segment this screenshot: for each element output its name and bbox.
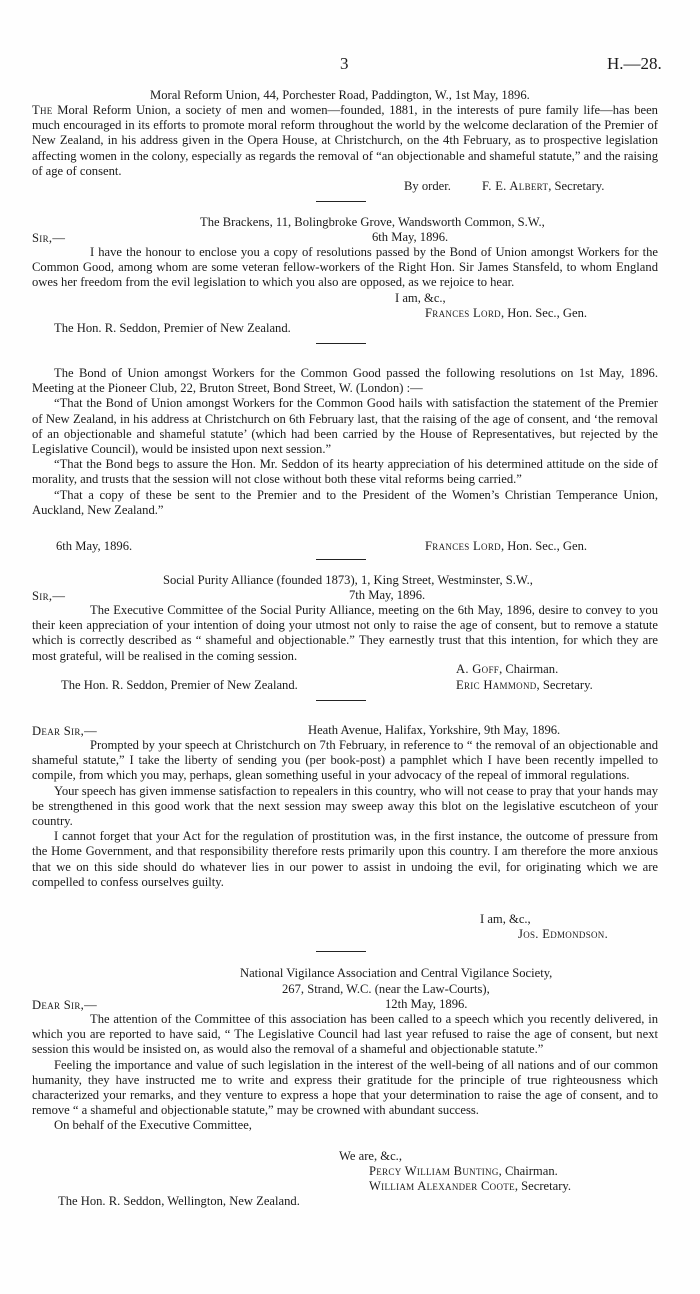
moral-reform-lead-word: The [32, 103, 53, 117]
purity-body [32, 603, 658, 664]
section-divider [316, 559, 366, 560]
vigilance-sig1-name: Percy William Bunting [369, 1164, 499, 1178]
purity-addressee: The Hon. R. Seddon, Premier of New Zealand. [61, 678, 298, 692]
vigilance-address-2: 267, Strand, W.C. (near the Law-Courts), [282, 982, 490, 996]
brackens-signature: Frances Lord [425, 306, 501, 320]
purity-body-text: The Executive Committee of the Social Purity Alliance, meeting on the 6th May, 1896, desire to convey to you their keen appreciation of your intention of doing your utmost not only to raise the age of consent, but to remove a statute which is correctly described as “ shameful and objectionable.” They earnestly trust that this intention, for which they are most grateful, will be realised in the coming session. [32, 603, 658, 663]
halifax-paragraph-2: Your speech has given immense satisfaction to repealers in this country, who will not cease to pray that your hands may be strengthened in this good work that the next session may sweep away this blot on the legislative escutcheon of your country. [32, 783, 658, 829]
halifax-signature-text: Jos. Edmondson. [518, 927, 609, 941]
vigilance-addressee: The Hon. R. Seddon, Wellington, New Zealand. [58, 1194, 300, 1208]
purity-sig1-line [456, 662, 558, 677]
halifax-paragraph-3: I cannot forget that your Act for the regulation of prostitution was, in the first instance, the outcome of pressure from the Home Government, and that responsibility therefore rests primarily upon this country. I am therefore the more anxious that we on this side should do whatever lies in our power to assist in undoing the evil, for originating which we are compelled to confess ourselves guilty. [32, 829, 658, 889]
bond-resolutions [32, 366, 658, 518]
purity-sig1-title: , Chairman. [499, 662, 559, 676]
vigilance-closing: We are, &c., [339, 1149, 402, 1163]
vigilance-sig1-title: , Chairman. [498, 1164, 558, 1178]
bond-intro: The Bond of Union amongst Workers for the Common Good passed the following resolutions on 1st May, 1896. Meeting at the Pioneer Club, 22, Bruton Street, Bond Street, W. (London) :— [32, 366, 658, 396]
bond-sig-title: , Hon. Sec., Gen. [500, 539, 588, 553]
vigilance-sig2-title: , Secretary. [514, 1179, 572, 1193]
purity-salutation [32, 589, 65, 604]
vigilance-paragraph-1: The attention of the Committee of this association has been called to a speech which you recently delivered, in which you are reported to have said, “ The Legislative Council had last year refused to raise the age of consent, but next session this would be insisted on, as would also the removal of a shameful and objectionable statute.” [32, 1012, 658, 1057]
vigilance-body [32, 1012, 658, 1134]
brackens-salutation [32, 231, 65, 246]
moral-reform-signature: F. E. Albert [482, 179, 549, 193]
moral-reform-closing: By order. [404, 179, 451, 193]
purity-address: Social Purity Alliance (founded 1873), 1, King Street, Westminster, S.W., [163, 573, 533, 587]
halifax-salutation-text: Dear Sir,— [32, 724, 97, 738]
bond-signature-line [425, 539, 587, 554]
purity-sig2-title: , Secretary. [536, 678, 593, 692]
vigilance-paragraph-2: Feeling the importance and value of such legislation in the interest of the well-being of all nations and of our common humanity, they have instructed me to write and express their gratitude for the principle of true righteousness which characterized your remarks, and they venture to express a hope that your determination to raise the age of consent, and to remove “ a shameful and objectionable statute,” may be crowned with abundant success. [32, 1057, 658, 1118]
brackens-addressee: The Hon. R. Seddon, Premier of New Zealand. [54, 321, 291, 335]
purity-sig2-name: Eric Hammond [456, 678, 537, 692]
section-divider [316, 700, 366, 701]
document-reference: H.—28. [607, 54, 662, 73]
purity-date: 7th May, 1896. [349, 588, 426, 602]
purity-salutation-text: Sir,— [32, 589, 66, 603]
section-divider [316, 343, 366, 344]
vigilance-salutation [32, 998, 97, 1013]
brackens-date: 6th May, 1896. [372, 230, 449, 244]
brackens-body [32, 245, 658, 291]
halifax-paragraph-1: Prompted by your speech at Christchurch on 7th February, in reference to “ the removal of an objectionable and shameful statute,” I take the liberty of sending you (per book-post) a pamphlet which I have been recently impelled to compile, from which you may, perhaps, glean something useful in your advocacy of the repeal of immoral regulations. [32, 738, 658, 783]
vigilance-salutation-text: Dear Sir,— [32, 998, 97, 1012]
brackens-salutation-text: Sir,— [32, 231, 66, 245]
section-divider [316, 951, 366, 952]
vigilance-date: 12th May, 1896. [385, 997, 468, 1011]
brackens-signature-line [425, 306, 587, 321]
halifax-body [32, 738, 658, 890]
brackens-body-text: I have the honour to enclose you a copy of resolutions passed by the Bond of Union amongst Workers for the Common Good, among whom are some veteran fellow-workers of the Right Hon. Sir James Stansfeld, to whom England owes her freedom from the evil legislation to which you also are opposed, as we rejoice to hear. [32, 245, 658, 290]
moral-reform-signature-line [482, 179, 604, 194]
brackens-address: The Brackens, 11, Bolingbroke Grove, Wandsworth Common, S.W., [200, 215, 545, 229]
bond-date: 6th May, 1896. [56, 539, 133, 553]
vigilance-address-1: National Vigilance Association and Central Vigilance Society, [240, 966, 553, 980]
vigilance-sig2-name: William Alexander Coote [369, 1179, 515, 1193]
bond-resolution-2: “That the Bond begs to assure the Hon. Mr. Seddon of its hearty appreciation of his determined attitude on the side of morality, and trusts that the session will not close without both these vital reforms being carried.” [32, 457, 658, 487]
halifax-signature [518, 927, 608, 942]
moral-reform-letter [32, 103, 658, 179]
moral-reform-body-text: Moral Reform Union, a society of men and women—founded, 1881, in the interests of pure family life—has been much encouraged in its efforts to promote moral reform throughout the world by the welcome declaration of the Premier of New Zealand, in his address given in the Opera House, at Christchurch, on the 4th February, as to prospective legislation affecting women in the colony, especially as regards the removal of “an objectionable and shameful statute,” and the raising of age of consent. [32, 103, 658, 178]
vigilance-paragraph-3: On behalf of the Executive Committee, [54, 1118, 252, 1133]
brackens-closing: I am, &c., [395, 291, 446, 305]
vigilance-sig1-line [369, 1164, 558, 1179]
moral-reform-body [32, 103, 658, 179]
halifax-salutation [32, 724, 97, 739]
purity-sig2-line [456, 678, 593, 693]
bond-resolution-1: “That the Bond of Union amongst Workers for the Common Good hails with satisfaction the statement of the Premier of New Zealand, in his address at Christchurch on 6th February last, that the raising of the age of consent, and ‘the removal of an objectionable and shameful statute’ (which had been carried by the House of Representatives, but rejected by the Legislative Council), would be insisted upon next session.” [32, 396, 658, 457]
bond-resolution-3: “That a copy of these be sent to the Premier and to the President of the Women’s Christian Temperance Union, Auckland, New Zealand.” [32, 487, 658, 517]
moral-reform-heading: Moral Reform Union, 44, Porchester Road, Paddington, W., 1st May, 1896. [150, 88, 530, 102]
halifax-closing: I am, &c., [480, 912, 531, 926]
vigilance-sig2-line [369, 1179, 571, 1194]
bond-signature: Frances Lord [425, 539, 501, 553]
moral-reform-sig-title: , Secretary. [548, 179, 605, 193]
section-divider [316, 201, 366, 202]
purity-sig1-name: A. Goff [456, 662, 500, 676]
halifax-address: Heath Avenue, Halifax, Yorkshire, 9th May, 1896. [308, 723, 561, 737]
page-number: 3 [340, 54, 349, 73]
brackens-sig-title: , Hon. Sec., Gen. [500, 306, 588, 320]
